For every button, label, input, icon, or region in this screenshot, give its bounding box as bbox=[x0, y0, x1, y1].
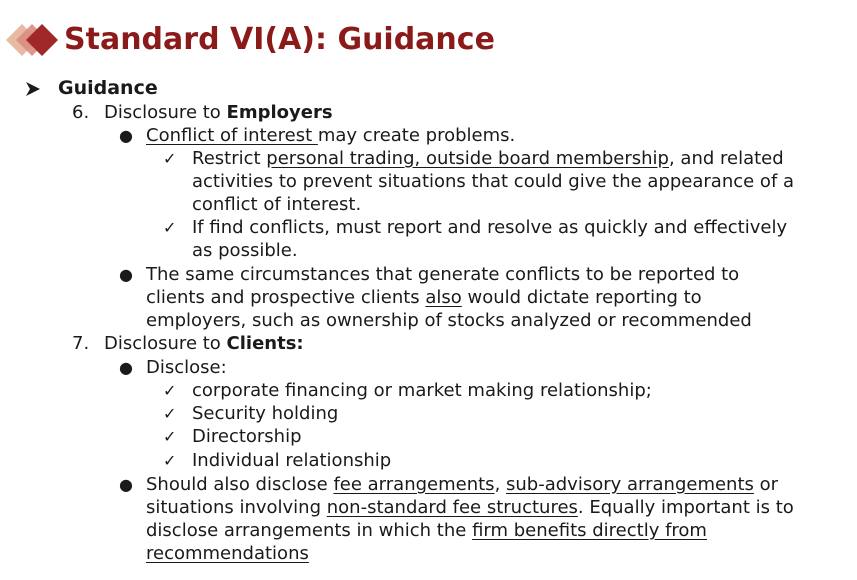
checkmark-icon: ✓ bbox=[163, 451, 177, 470]
check-disclose-item: Individual relationship bbox=[192, 450, 392, 471]
bullet-same-circumstances-line-1: The same circumstances that generate conflicts to be reported to bbox=[146, 264, 740, 285]
diamond-logo-icon bbox=[2, 20, 60, 60]
checkmark-icon: ✓ bbox=[163, 149, 177, 168]
checkmark-icon: ✓ bbox=[163, 381, 177, 400]
round-bullet-icon: ● bbox=[119, 126, 133, 145]
section-heading: Guidance bbox=[58, 77, 158, 99]
checkmark-icon: ✓ bbox=[163, 427, 177, 446]
bullet-also-disclose-line-2: situations involving non-standard fee structures. Equally important is to bbox=[146, 497, 794, 518]
page-title: Standard VI(A): Guidance bbox=[64, 22, 495, 57]
bullet-also-disclose-line-3: disclose arrangements in which the firm benefits directly from bbox=[146, 520, 707, 541]
bullet-disclose: Disclose: bbox=[146, 357, 227, 378]
check-restrict-line-3: conflict of interest. bbox=[192, 194, 362, 215]
round-bullet-icon: ● bbox=[119, 358, 133, 377]
check-restrict-line-2: activities to prevent situations that could give the appearance of a bbox=[192, 171, 795, 192]
check-disclose-item: Directorship bbox=[192, 426, 302, 447]
bullet-conflict-of-interest: Conflict of interest may create problems. bbox=[146, 125, 516, 146]
arrowhead-icon bbox=[26, 82, 40, 96]
check-disclose-item: corporate financing or market making relationship; bbox=[192, 380, 652, 401]
bullet-same-circumstances-line-2: clients and prospective clients also would dictate reporting to bbox=[146, 287, 702, 308]
bullet-also-disclose-line-4: recommendations bbox=[146, 543, 309, 564]
check-conflicts-line-2: as possible. bbox=[192, 240, 298, 261]
item-6-number: 6. bbox=[72, 102, 90, 123]
check-disclose-item: Security holding bbox=[192, 403, 339, 424]
bullet-also-disclose-line-1: Should also disclose fee arrangements, sub-advisory arrangements or bbox=[146, 474, 779, 495]
check-restrict-line-1: Restrict personal trading, outside board membership, and related bbox=[192, 148, 784, 169]
checkmark-icon: ✓ bbox=[163, 218, 177, 237]
item-7-number: 7. bbox=[72, 333, 90, 354]
item-7-heading: Disclosure to Clients: bbox=[104, 333, 304, 354]
check-conflicts-line-1: If find conflicts, must report and resolve as quickly and effectively bbox=[192, 217, 788, 238]
round-bullet-icon: ● bbox=[119, 265, 133, 284]
item-6-heading: Disclosure to Employers bbox=[104, 102, 333, 123]
checkmark-icon: ✓ bbox=[163, 404, 177, 423]
round-bullet-icon: ● bbox=[119, 475, 133, 494]
bullet-same-circumstances-line-3: employers, such as ownership of stocks analyzed or recommended bbox=[146, 310, 752, 331]
